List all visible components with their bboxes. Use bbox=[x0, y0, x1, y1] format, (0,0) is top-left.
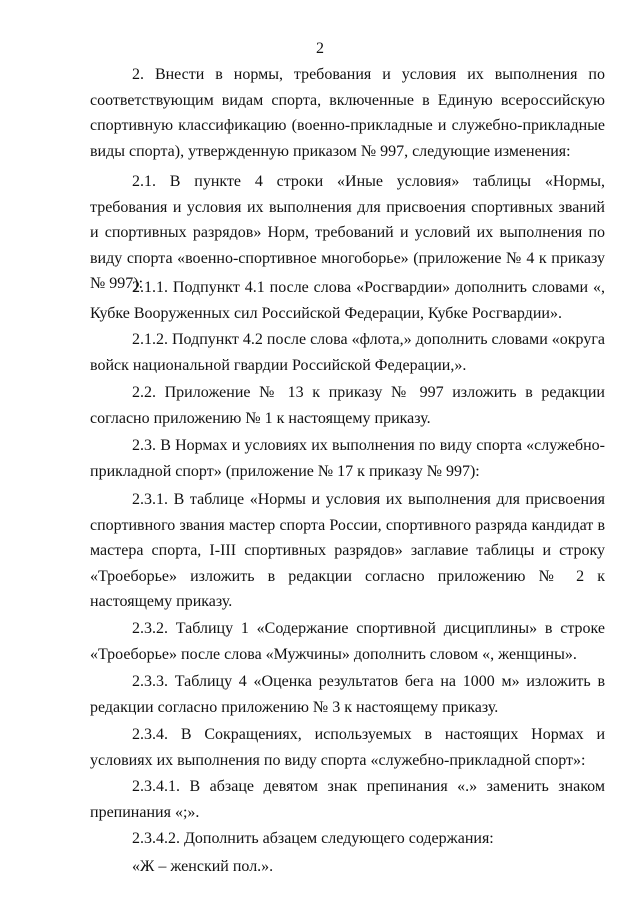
paragraph-2-3-3: 2.3.3. Таблицу 4 «Оценка результатов бега на 1000 м» изложить в редакции согласно приложению № 3 к настоящему приказу. bbox=[90, 673, 605, 716]
paragraph-2-1-1: 2.1.1. Подпункт 4.1 после слова «Росгвардии» дополнить словами «, Кубке Вооруженных сил Российской Федерации, Кубке Росгвардии». bbox=[90, 279, 605, 322]
paragraph-2-3-1: 2.3.1. В таблице «Нормы и условия их выполнения для присвоения спортивного звания мастер спорта России, спортивного разряда кандидат в мастера спорта, I-III спортивных разрядов» заглавие таблицы и строку «Троеборье» изложить в редакции согласно приложению № 2 к настоящему приказу. bbox=[90, 491, 605, 610]
paragraph-2-3-2: 2.3.2. Таблицу 1 «Содержание спортивной дисциплины» в строке «Троеборье» после слова «Мужчины» дополнить словом «, женщины». bbox=[90, 620, 605, 663]
paragraph-2: 2. Внести в нормы, требования и условия их выполнения по соответствующим видам спорта, включенные в Единую всероссийскую спортивную классификацию (военно-прикладные и служебно-прикладные виды спорта), утвержденную приказом № 997, следующие изменения: bbox=[90, 66, 605, 160]
paragraph-2-2: 2.2. Приложение № 13 к приказу № 997 изложить в редакции согласно приложению № 1 к настоящему приказу. bbox=[90, 384, 605, 427]
paragraph-2-3-4: 2.3.4. В Сокращениях, используемых в настоящих Нормах и условиях их выполнения по виду спорта «служебно-прикладной спорт»: bbox=[90, 726, 605, 769]
paragraph-2-3: 2.3. В Нормах и условиях их выполнения по виду спорта «служебно-прикладной спорт» (приложение № 17 к приказу № 997): bbox=[90, 437, 605, 480]
page-number: 2 bbox=[316, 40, 324, 57]
paragraph-quote: «Ж – женский пол.». bbox=[132, 858, 274, 875]
paragraph-2-3-4-1: 2.3.4.1. В абзаце девятом знак препинания «.» заменить знаком препинания «;». bbox=[90, 778, 605, 821]
paragraph-2-1-2: 2.1.2. Подпункт 4.2 после слова «флота,» дополнить словами «округа войск национальной гвардии Российской Федерации,». bbox=[90, 331, 605, 374]
paragraph-2-1: 2.1. В пункте 4 строки «Иные условия» таблицы «Нормы, требования и условия их выполнения для присвоения спортивных званий и спортивных разрядов» Норм, требований и условий их выполнения по виду спорта «военно-спортивное многоборье» (приложение № 4 к приказу № 997): bbox=[90, 173, 605, 292]
paragraph-2-3-4-2: 2.3.4.2. Дополнить абзацем следующего содержания: bbox=[132, 830, 494, 847]
